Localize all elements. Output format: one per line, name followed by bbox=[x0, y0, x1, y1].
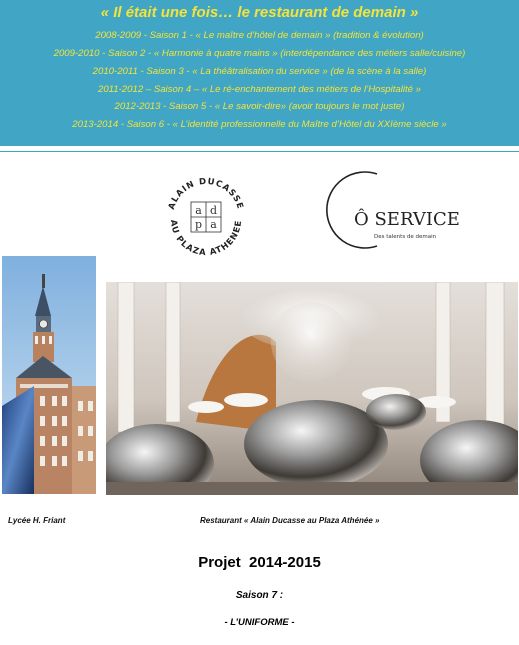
season-line-6: 2013-2014 - Saison 6 - « L’identité professionnelle du Maître d’Hôtel du XXIème siècle » bbox=[72, 119, 447, 130]
svg-text:AU PLAZA ATHENEE: AU PLAZA ATHENEE bbox=[167, 219, 245, 259]
banner-title: « Il était une fois… le restaurant de demain » bbox=[100, 4, 419, 21]
o-service-logo bbox=[322, 170, 472, 250]
project-season: Saison 7 : bbox=[235, 590, 284, 601]
alain-ducasse-logo bbox=[163, 174, 249, 260]
season-line-2: 2009-2010 - Saison 2 - « Harmonie à quatre mains » (interdépendance des métiers salle/cuisine) bbox=[53, 48, 466, 59]
divider-line bbox=[0, 151, 519, 152]
project-title: Projet 2014-2015 bbox=[198, 554, 321, 571]
season-line-5: 2012-2013 - Saison 5 - « Le savoir-dire» (avoir toujours le mot juste) bbox=[114, 101, 405, 112]
season-line-3: 2010-2011 - Saison 3 - « La théâtralisation du service » (de la scène à la salle) bbox=[92, 66, 427, 77]
service-tagline: Des talents de demain bbox=[374, 234, 437, 240]
season-line-1: 2008-2009 - Saison 1 - « Le maître d’hôtel de demain » (tradition & évolution) bbox=[95, 30, 424, 41]
lycee-building-photo bbox=[2, 256, 96, 494]
restaurant-interior-photo bbox=[106, 282, 518, 495]
header-banner bbox=[0, 0, 519, 146]
adpa-letter-a2: a bbox=[210, 218, 217, 231]
service-name: Ô SERVICE bbox=[354, 209, 460, 230]
project-theme: - L’UNIFORME - bbox=[224, 617, 295, 628]
caption-lycee: Lycée H. Friant bbox=[8, 516, 66, 525]
season-line-4: 2011-2012 – Saison 4 – « Le ré-enchantement des métiers de l’Hospitalité » bbox=[97, 84, 421, 95]
adpa-letter-p: p bbox=[194, 218, 203, 231]
adpa-letter-d: d bbox=[209, 204, 218, 217]
caption-restaurant: Restaurant « Alain Ducasse au Plaza Athénée » bbox=[200, 516, 380, 525]
adpa-letter-a: a bbox=[195, 204, 202, 217]
svg-text:ALAIN DUCASSE: ALAIN DUCASSE bbox=[166, 176, 246, 211]
